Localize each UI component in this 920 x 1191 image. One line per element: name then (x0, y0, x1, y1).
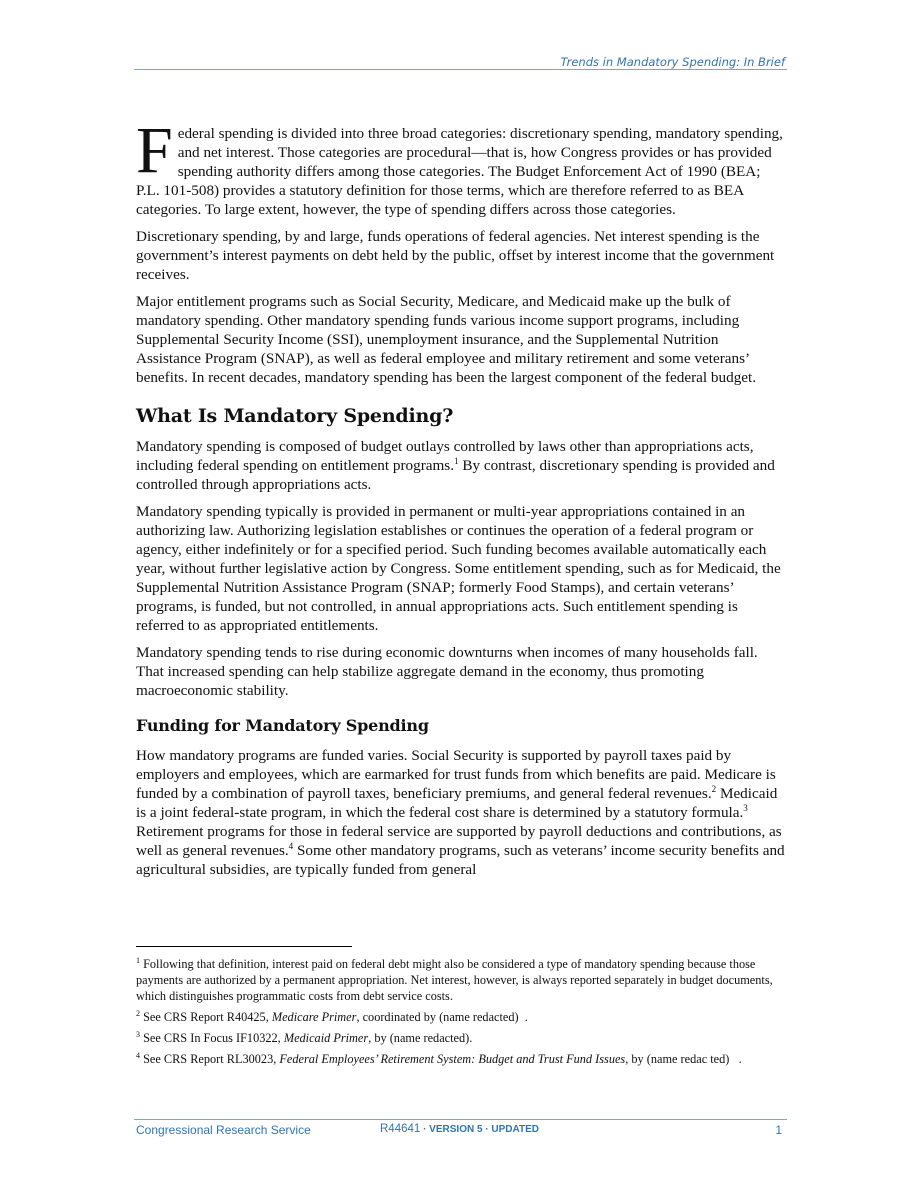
section2-paragraph-1-text-c: Retirement programs for those in federal service are supported by payroll deductions and contributions, as well as general revenues. (136, 823, 782, 859)
footnote-3-text-pre: See CRS In Focus IF10322, (140, 1031, 284, 1045)
page-number: 1 (775, 1123, 782, 1137)
footnote-number-1: 1 (136, 955, 140, 965)
footnote-2 (136, 1009, 776, 1025)
section2-paragraph-1-text-b: Medicaid is a joint federal-state program, in which the federal cost share is determined by a statutory formula. (136, 785, 778, 821)
section-heading-funding-for-mandatory-spending: Funding for Mandatory Spending (136, 716, 429, 735)
footnote-1-text: Following that definition, interest paid on federal debt might also be considered a type of mandatory spending because those payments are authorized by a permanent appropriation. Net interest, however, is always reported separately in budget documents, which distinguishes programmatic costs from debt service costs. (136, 957, 773, 1003)
body-text (136, 114, 786, 887)
section1-paragraph-3: Mandatory spending tends to rise during economic downturns when incomes of many households fall. That increased spending can help stabilize aggregate demand in the economy, thus promoting macroeconomic stability. (136, 644, 758, 699)
footnote-2-text-pre: See CRS Report R40425, (140, 1010, 272, 1024)
footnote-3-text-post: , by (name redacted). (368, 1031, 473, 1045)
intro-paragraph-1-text: ederal spending is divided into three broad categories: discretionary spending, mandatory spending, and net interest. Those categories are procedural—that is, how Congress provides or has provided spending authority differs among those categories. The Budget Enforcement Act of 1990 (BEA; P.L. 101-508) provides a statutory definition for those terms, which are therefore referred to as BEA categories. To large extent, however, the type of spending differs across those categories. (136, 125, 783, 218)
footnote-ref-4[interactable]: 4 (288, 840, 294, 851)
footnote-4-text-post: , by (name redac ted) . (625, 1052, 742, 1066)
footnote-3 (136, 1030, 776, 1046)
footnote-ref-1[interactable]: 1 (454, 455, 459, 466)
intro-paragraph-3: Major entitlement programs such as Social Security, Medicare, and Medicaid make up the bulk of mandatory spending. Other mandatory spending funds various income support programs, including Supplemental Security Income (SSI), unemployment insurance, and the Supplemental Nutrition Assistance Program (SNAP), as well as federal employee and military retirement and some veterans’ benefits. In recent decades, mandatory spending has been the largest component of the federal budget. (136, 293, 757, 386)
header-rule (134, 69, 787, 70)
footnote-2-text-post: , coordinated by (name redacted) . (356, 1010, 528, 1024)
footer-report-id (380, 1123, 539, 1135)
footnote-4-title: Federal Employees’ Retirement System: Budget and Trust Fund Issues (279, 1052, 626, 1066)
intro-paragraph-1 (136, 114, 786, 219)
section2-paragraph-1-text-a: How mandatory programs are funded varies. Social Security is supported by payroll taxes paid by employers and employees, which are earmarked for trust funds from which benefits are paid. Medicare is funded by a combination of payroll taxes, beneficiary premiums, and general federal revenues. (136, 747, 776, 802)
footnote-ref-2[interactable]: 2 (711, 783, 717, 794)
footnote-number-2: 2 (136, 1008, 140, 1018)
footnote-number-4: 4 (136, 1050, 140, 1060)
section2-paragraph-1-text-d: Some other mandatory programs, such as veterans’ income security benefits and agricultural subsidies, are typically funded from general (136, 842, 785, 878)
report-version: · VERSION 5 · UPDATED (420, 1124, 540, 1135)
footer-rule (134, 1119, 787, 1120)
footnote-4-text-pre: See CRS Report RL30023, (140, 1052, 280, 1066)
footnote-2-title: Medicare Primer (271, 1010, 357, 1024)
footnote-4 (136, 1051, 776, 1067)
report-number: R44641 (380, 1123, 421, 1135)
intro-paragraph-2: Discretionary spending, by and large, funds operations of federal agencies. Net interest spending is the government’s interest payments on debt held by the public, offset by interest income that the government receives. (136, 228, 775, 283)
section1-paragraph-2: Mandatory spending typically is provided in permanent or multi-year appropriations contained in an authorizing law. Authorizing legislation establishes or continues the operation of a federal program or agency, either indefinitely or for a specified period. Such funding becomes available automatically each year, without further legislative action by Congress. Some entitlement spending, such as for Medicaid, the Supplemental Nutrition Assistance Program (SNAP; formerly Food Stamps), and certain veterans’ programs, is funded, but not controlled, in annual appropriations acts. Such entitlement spending is referred to as appropriated entitlements. (136, 503, 781, 634)
section1-paragraph-1 (136, 437, 786, 494)
running-header: Trends in Mandatory Spending: In Brief (560, 55, 785, 69)
section1-paragraph-1-text-a: Mandatory spending is composed of budget outlays controlled by laws other than appropriations acts, including federal spending on entitlement programs. (136, 438, 754, 474)
footer-organization: Congressional Research Service (136, 1123, 311, 1137)
footnote-1 (136, 956, 776, 1004)
footnote-ref-3[interactable]: 3 (743, 802, 748, 813)
footnote-number-3: 3 (136, 1029, 140, 1039)
section2-paragraph-1 (136, 746, 786, 879)
footnote-separator (136, 946, 352, 947)
footnotes (136, 956, 776, 1072)
drop-cap: F (136, 114, 173, 187)
section-heading-what-is-mandatory-spending: What Is Mandatory Spending? (136, 405, 454, 427)
footnote-3-title: Medicaid Primer (283, 1031, 369, 1045)
section1-paragraph-1-text-b: By contrast, discretionary spending is provided and controlled through appropriations acts. (136, 457, 775, 493)
